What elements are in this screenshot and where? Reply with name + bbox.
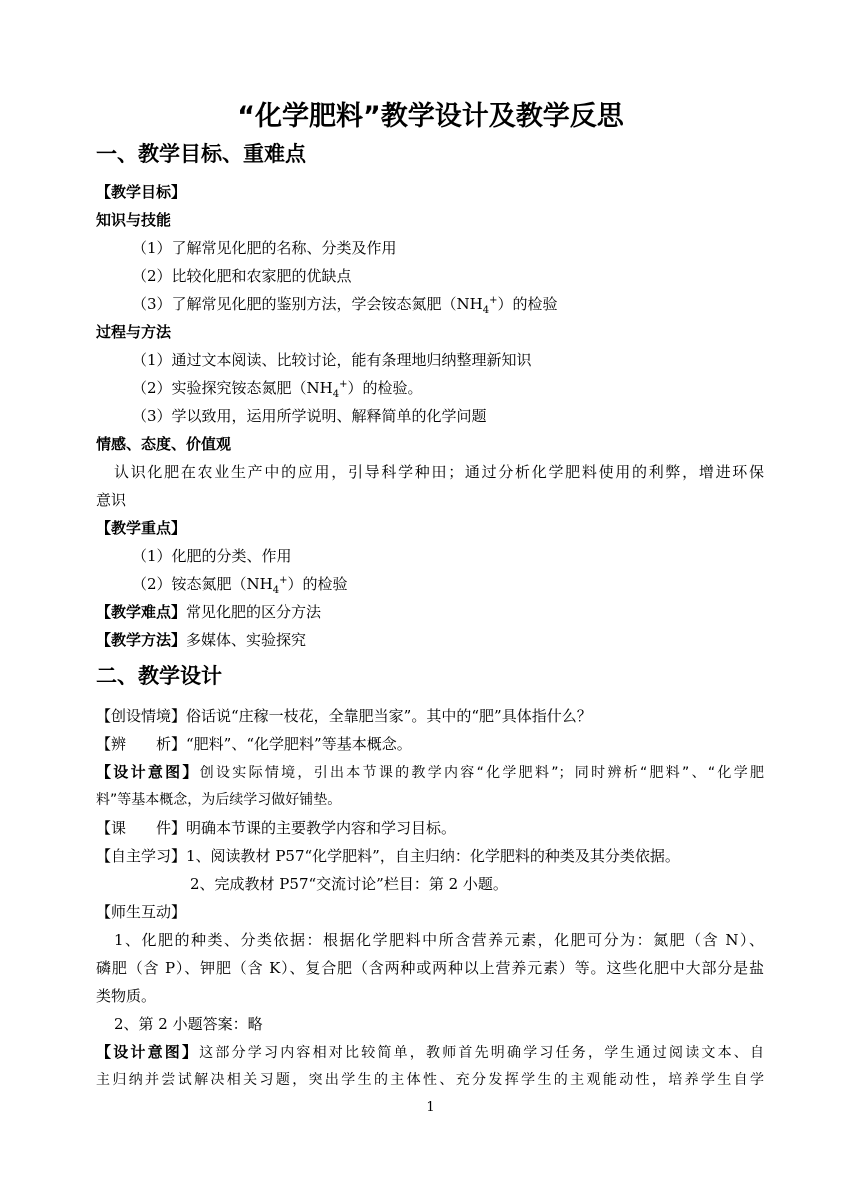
scene-text: 俗话说“庄稼一枝花，全靠肥当家”。其中的“肥”具体指什么？ <box>186 707 592 725</box>
difficulty-text: 常见化肥的区分方法 <box>186 603 322 621</box>
self-study-line-1 <box>96 846 680 866</box>
course-label: 【课 件】 <box>96 819 187 837</box>
knowledge-item-2: （2）比较化肥和农家肥的优缺点 <box>132 267 352 285</box>
interaction-label: 【师生互动】 <box>96 903 187 921</box>
self-study-text-1: 1、阅读教材 P57“化学肥料”，自主归纳：化学肥料的种类及其分类依据。 <box>186 847 680 865</box>
method-label: 【教学方法】 <box>96 631 187 649</box>
focus-label: 【教学重点】 <box>96 519 187 537</box>
focus-item-1: （1）化肥的分类、作用 <box>132 547 292 565</box>
scene-label: 【创设情境】 <box>96 707 187 725</box>
section-heading-objectives: 一、教学目标、重难点 <box>96 142 306 166</box>
emotion-text-line-2: 意识 <box>96 491 127 509</box>
scene-line <box>96 706 592 726</box>
course-line <box>96 818 456 838</box>
superscript: + <box>279 575 288 586</box>
intent-1-label: 【设计意图】 <box>96 763 200 781</box>
emotion-text-line-1: 认识化肥在农业生产中的应用，引导科学种田；通过分析化学肥料使用的利弊，增进环保 <box>114 463 764 481</box>
process-method-label: 过程与方法 <box>96 323 172 341</box>
intent-2-label: 【设计意图】 <box>96 1043 200 1061</box>
intent-2-text-a: 这部分学习内容相对比较简单，教师首先明确学习任务，学生通过阅读文本、自 <box>199 1045 764 1061</box>
focus-item-2 <box>132 574 348 594</box>
difficulty-label: 【教学难点】 <box>96 603 187 621</box>
superscript: + <box>339 379 348 390</box>
intent-2-line-2: 主归纳并尝试解决相关习题，突出学生的主体性、充分发挥学生的主观能动性，培养学生自学 <box>96 1072 764 1088</box>
distinguish-label: 【辨 析】 <box>96 735 187 753</box>
page-number: 1 <box>426 1100 435 1115</box>
intent-1-line-1 <box>96 762 764 783</box>
method-line <box>96 630 306 650</box>
text-run: ）的检验 <box>497 295 558 313</box>
method-text: 多媒体、实验探究 <box>186 631 307 649</box>
knowledge-skills-label: 知识与技能 <box>96 211 172 229</box>
self-study-line-2: 2、完成教材 P57“交流讨论”栏目：第 2 小题。 <box>190 875 508 893</box>
section-heading-design: 二、教学设计 <box>96 664 222 688</box>
text-run: （2）铵态氮肥（NH <box>132 575 273 593</box>
text-run: （2）实验探究铵态氮肥（NH <box>132 379 333 397</box>
text-run: ）的检验。 <box>347 379 423 397</box>
distinguish-text: “肥料”、“化学肥料”等基本概念。 <box>186 735 412 753</box>
knowledge-item-1: （1）了解常见化肥的名称、分类及作用 <box>132 239 397 257</box>
objectives-label: 【教学目标】 <box>96 183 187 201</box>
intent-2-line-1 <box>96 1042 764 1063</box>
subscript: 4 <box>332 389 340 400</box>
text-run: （3）了解常见化肥的鉴别方法，学会铵态氮肥（NH <box>132 295 483 313</box>
self-study-label: 【自主学习】 <box>96 847 187 865</box>
process-item-3: （3）学以致用，运用所学说明、解释简单的化学问题 <box>132 407 487 425</box>
distinguish-line <box>96 734 412 754</box>
process-item-1: （1）通过文本阅读、比较讨论，能有条理地归纳整理新知识 <box>132 351 532 369</box>
process-item-2 <box>132 378 423 398</box>
interaction-answer: 2、第 2 小题答案：略 <box>114 1015 263 1033</box>
knowledge-item-3 <box>132 294 558 314</box>
course-text: 明确本节课的主要教学内容和学习目标。 <box>186 819 457 837</box>
interaction-text-line-2: 磷肥（含 P）、钾肥（含 K）、复合肥（含两种或两种以上营养元素）等。这些化肥中大部分是盐 <box>96 959 764 977</box>
document-title: “化学肥料”教学设计及教学反思 <box>237 101 624 132</box>
interaction-text-line-1: 1、化肥的种类、分类依据：根据化学肥料中所含营养元素，化肥可分为：氮肥（含 N）、 <box>114 931 764 949</box>
emotion-values-label: 情感、态度、价值观 <box>96 435 232 453</box>
intent-1-text-a: 创设实际情境，引出本节课的教学内容“化学肥料”；同时辨析“肥料”、“化学肥 <box>199 765 764 781</box>
difficulty-line <box>96 602 321 622</box>
superscript: + <box>489 295 498 306</box>
intent-1-line-2: 料”等基本概念，为后续学习做好铺垫。 <box>96 792 342 808</box>
subscript: 4 <box>482 305 490 316</box>
interaction-text-line-3: 类物质。 <box>96 987 157 1005</box>
subscript: 4 <box>272 585 280 596</box>
text-run: ）的检验 <box>287 575 348 593</box>
